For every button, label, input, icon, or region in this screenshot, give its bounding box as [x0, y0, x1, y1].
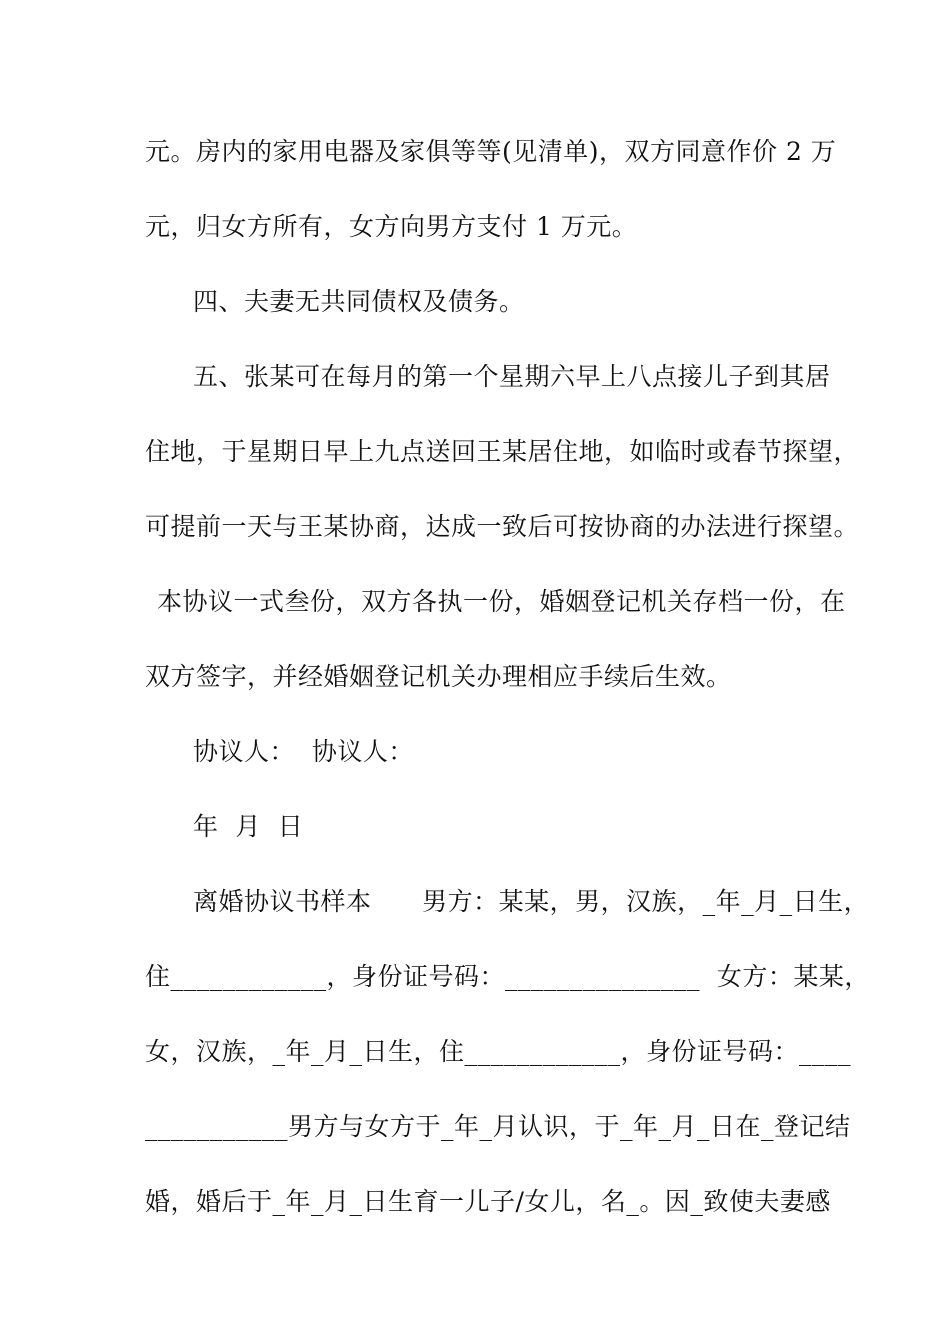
text-line: ___________男方与女方于_年_月认识，于_年_月_日在_登记结 [145, 1112, 851, 1141]
text-line: 可提前一天与王某协商，达成一致后可按协商的办法进行探望。 [145, 512, 860, 541]
text-line: 本协议一式叁份，双方各执一份，婚姻登记机关存档一份，在 [157, 587, 846, 616]
clause-five: 五、张某可在每月的第一个星期六早上八点接儿子到其居 [193, 362, 831, 391]
text-line: 双方签字，并经婚姻登记机关办理相应手续后生效。 [145, 662, 732, 691]
signatories-line: 协议人： 协议人： [193, 737, 414, 766]
text-line: 女，汉族，_年_月_日生，住____________，身份证号码：____ [145, 1037, 852, 1066]
text-line: 住地，于星期日早上九点送回王某居住地，如临时或春节探望， [145, 437, 860, 466]
clause-four: 四、夫妻无共同债权及债务。 [193, 287, 525, 316]
text-line: 住____________，身份证号码：_______________ 女方：某某， [145, 962, 870, 991]
text-line: 元，归女方所有，女方向男方支付 1 万元。 [145, 212, 638, 241]
text-line: 元。房内的家用电器及家俱等等(见清单)，双方同意作价 2 万 [145, 137, 837, 166]
date-line: 年 月 日 [193, 812, 304, 841]
sample-heading-line: 离婚协议书样本 男方：某某，男，汉族，_年_月_日生， [193, 887, 870, 916]
text-line: 婚，婚后于_年_月_日生育一儿子/女儿，名_。因_致使夫妻感 [145, 1187, 831, 1216]
